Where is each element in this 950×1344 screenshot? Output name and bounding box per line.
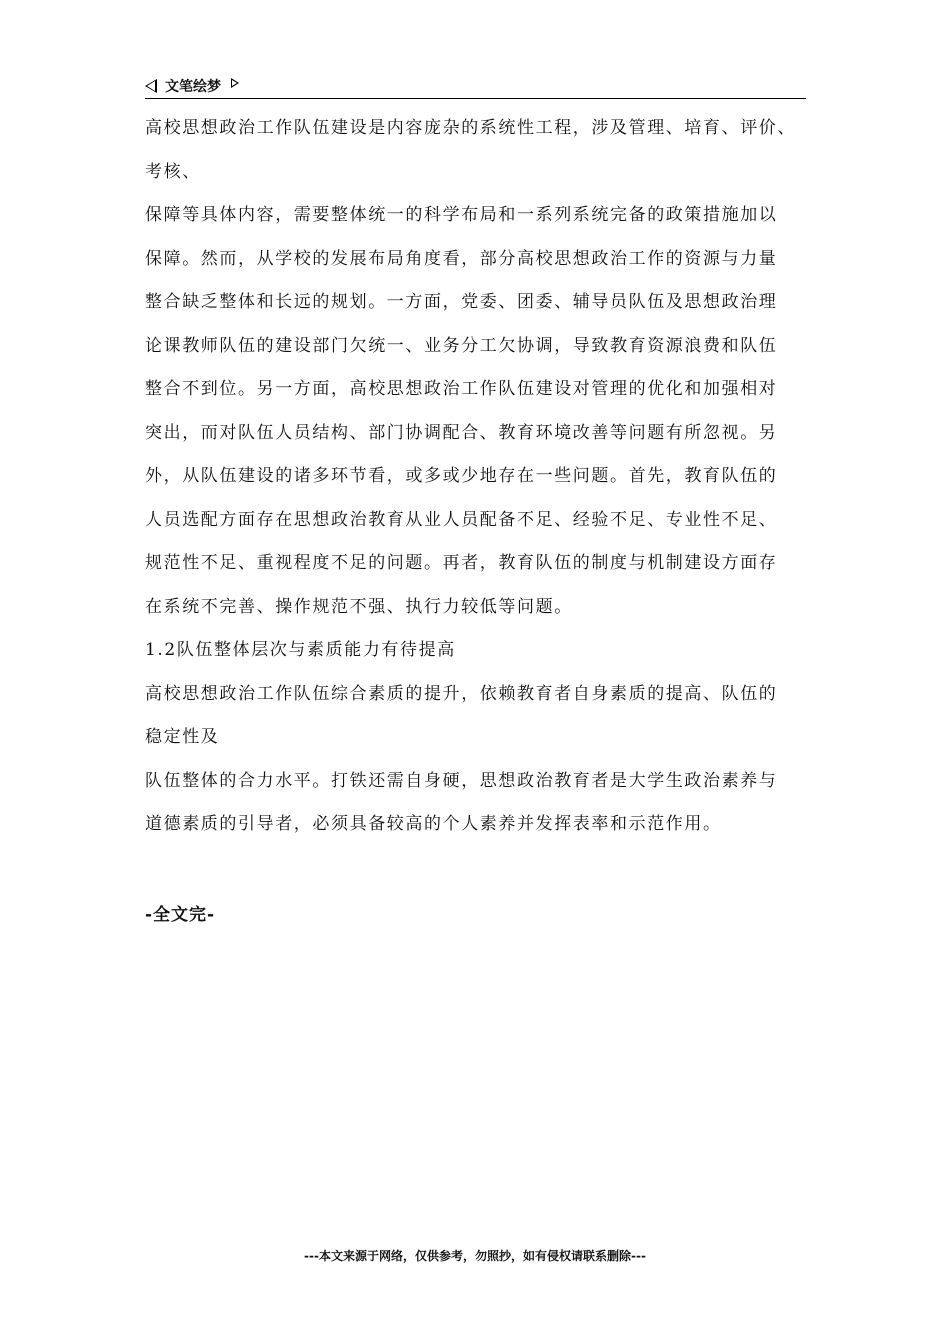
end-mark: -全文完- <box>145 905 216 925</box>
body-line: 论课教师队伍的建设部门欠统一、业务分工欠协调，导致教育资源浪费和队伍 <box>145 335 778 356</box>
triangle-right-icon <box>231 78 239 88</box>
triangle-left-icon <box>145 79 157 93</box>
body-line: 突出，而对队伍人员结构、部门协调配合、教育环境改善等问题有所忽视。另 <box>145 422 778 443</box>
footer-disclaimer: ---本文来源于网络，仅供参考，勿照抄，如有侵权请联系删除--- <box>304 1249 646 1263</box>
body-line: 人员选配方面存在思想政治教育从业人员配备不足、经验不足、专业性不足、 <box>145 509 778 530</box>
document-body <box>145 113 806 853</box>
header-title: 文笔绘梦 <box>165 79 221 95</box>
section-heading: 1.2队伍整体层次与素质能力有待提高 <box>145 640 456 660</box>
body-line: 高校思想政治工作队伍综合素质的提升，依赖教育者自身素质的提高、队伍的 <box>145 683 778 704</box>
body-line: 规范性不足、重视程度不足的问题。再者，教育队伍的制度与机制建设方面存 <box>145 553 778 573</box>
body-line: 队伍整体的合力水平。打铁还需自身硬，思想政治教育者是大学生政治素养与 <box>145 770 778 791</box>
body-line: 道德素质的引导者，必须具备较高的个人素养并发挥表率和示范作用。 <box>145 814 722 834</box>
body-line: 保障。然而，从学校的发展布局角度看，部分高校思想政治工作的资源与力量 <box>145 248 778 269</box>
body-line: 稳定性及 <box>145 727 220 747</box>
body-line: 考核、 <box>145 161 201 182</box>
page-header <box>145 74 806 99</box>
body-line: 整合缺乏整体和长远的规划。一方面，党委、团委、辅导员队伍及思想政治理 <box>145 292 778 312</box>
body-line: 保障等具体内容，需要整体统一的科学布局和一系列系统完备的政策措施加以 <box>145 205 778 225</box>
body-line: 在系统不完善、操作规范不强、执行力较低等问题。 <box>145 596 573 617</box>
body-line: 高校思想政治工作队伍建设是内容庞杂的系统性工程，涉及管理、培育、评价、 <box>145 118 796 138</box>
body-line: 整合不到位。另一方面，高校思想政治工作队伍建设对管理的优化和加强相对 <box>145 379 778 399</box>
body-line: 外，从队伍建设的诸多环节看，或多或少地存在一些问题。首先，教育队伍的 <box>145 466 778 486</box>
